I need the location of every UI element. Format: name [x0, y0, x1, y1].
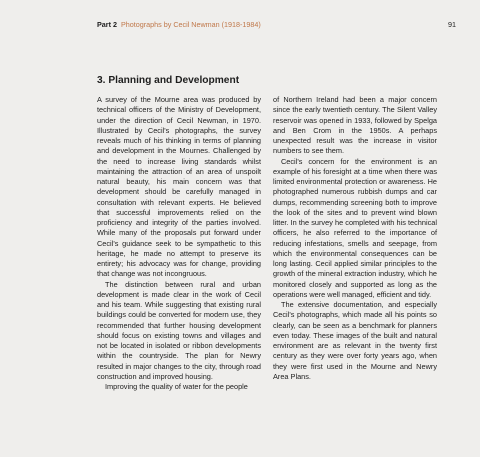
paragraph: Improving the quality of water for the people: [105, 382, 248, 391]
section-heading: 3. Planning and Development: [97, 75, 240, 86]
page-number: 91: [448, 20, 456, 29]
left-text-column: [97, 95, 261, 392]
paragraph: The distinction between rural and urban development is made clear in the work of Cecil and his team. While suggesting that existing rural buildings could be converted for modern use, they recommended that further housing development should focus on existing towns and villages and not be located in isolated or ribbon developments within the countryside. The plan for Newry resulted in major changes to the city, through road construction and improved housing.: [97, 279, 261, 381]
running-head: [97, 20, 261, 30]
paragraph: Cecil's concern for the environment is an example of his foresight at a time when there was limited environmental protection or awareness. He photographed numerous rubbish dumps and car dumps, recommending screening both to improve the look of the sites and to prevent wind blown litter. In the survey he completed with his technical officers, he also referred to the importance of reducing infestations, smells and seepage, from which the environmental consequences can be long lasting. Cecil applied similar principles to the growth of the mineral extraction industry, which he monitored closely and supported as long as the operations were well managed, efficient and tidy.: [273, 156, 437, 299]
paragraph: A survey of the Mourne area was produced by technical officers of the Ministry of Development, under the direction of Cecil Newman, in 1970. Illustrated by Cecil's photographs, the survey reveals much of his thinking in terms of planning and development in the Mournes. Challenged by the need to increase living standards whilst maintaining the attraction of an area of unspoilt natural beauty, his main concern was that development should be carefully managed in consultation with relevant experts. He believed that successful improvements relied on the proficiency and integrity of the parties involved. While many of the proposals put forward under Cecil's guidance seek to be sympathetic to this heritage, he made no attempt to preserve its entirety; his advocacy was for change, providing that change was not incongruous.: [97, 95, 261, 279]
paragraph: of Northern Ireland had been a major concern since the early twentieth century. The Silent Valley reservoir was opened in 1933, followed by Spelga and Ben Crom in the 1950s. A perhaps unexpected result was the increase in visitor numbers to see them.: [273, 95, 437, 156]
paragraph: The extensive documentation, and especially Cecil's photographs, which made all his points so clearly, can be seen as a benchmark for planners even today. These images of the built and natural environment are as relevant in the twenty first century as they were over forty years ago, when they were first used in the Mourne and Newry Area Plans.: [273, 300, 437, 381]
right-text-column: [273, 95, 437, 382]
running-head-title: Photographs by Cecil Newman (1918-1984): [120, 20, 261, 29]
running-head-part: Part 2: [97, 20, 117, 29]
